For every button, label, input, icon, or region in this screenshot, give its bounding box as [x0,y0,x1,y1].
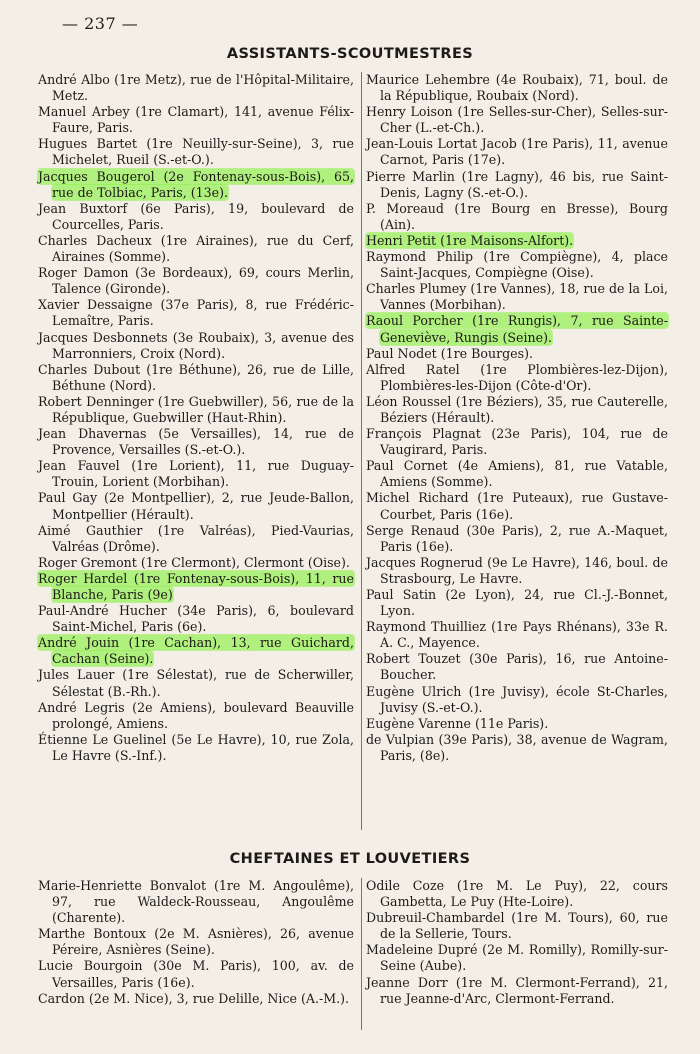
directory-entry [38,700,354,732]
directory-entry [38,458,354,490]
section-2-left-column [38,878,354,1007]
section-2-right-column [366,878,668,1007]
entry-text: François Plagnat (23e Paris), 104, rue de Vaugirard, Paris. [366,426,668,458]
directory-entry [38,394,354,426]
directory-entry [366,169,668,201]
entry-text: Maurice Lehembre (4e Roubaix), 71, boul. de la République, Roubaix (Nord). [366,72,668,104]
entry-text: Paul Cornet (4e Amiens), 81, rue Vatable, Amiens (Somme). [366,458,668,490]
directory-entry [366,104,668,136]
directory-entry [366,249,668,281]
directory-entry [366,201,668,233]
directory-entry [38,362,354,394]
entry-text: Jules Lauer (1re Sélestat), rue de Scherwiller, Sélestat (B.-Rh.). [38,667,354,699]
directory-entry [38,104,354,136]
directory-entry [366,910,668,942]
entry-text: Henry Loison (1re Selles-sur-Cher), Selles-sur-Cher (L.-et-Ch.). [366,104,668,136]
entry-text: Charles Dubout (1re Béthune), 26, rue de Lille, Béthune (Nord). [38,361,354,393]
entry-text: Pierre Marlin (1re Lagny), 46 bis, rue Saint-Denis, Lagny (S.-et-O.). [366,168,668,200]
directory-entry [38,297,354,329]
directory-entry [366,362,668,394]
entry-text: Alfred Ratel (1re Plombières-lez-Dijon), Plombières-les-Dijon (Côte-d'Or). [366,361,668,393]
entry-text: Cardon (2e M. Nice), 3, rue Delille, Nice (A.-M.). [38,990,350,1006]
entry-text: Raymond Philip (1re Compiègne), 4, place Saint-Jacques, Compiègne (Oise). [366,249,668,281]
column-divider [361,72,362,830]
entry-text: Roger Damon (3e Bordeaux), 69, cours Merlin, Talence (Gironde). [38,265,354,297]
directory-entry [366,716,668,732]
entry-text: Roger Gremont (1re Clermont), Clermont (Oise). [38,554,350,570]
directory-entry [38,878,354,926]
directory-entry [366,587,668,619]
entry-text: Marie-Henriette Bonvalot (1re M. Angoulême), 97, rue Waldeck-Rousseau, Angoulême (Charente). [38,878,354,926]
entry-text: Jacques Desbonnets (3e Roubaix), 3, avenue des Marronniers, Croix (Nord). [38,329,354,361]
entry-text: Léon Roussel (1re Béziers), 35, rue Cauterelle, Béziers (Hérault). [366,393,668,425]
page-number: — 237 — [62,14,139,33]
entry-text: Jeanne Dorr (1re M. Clermont-Ferrand), 21, rue Jeanne-d'Arc, Clermont-Ferrand. [366,974,668,1006]
directory-entry [366,619,668,651]
directory-entry [366,732,668,764]
directory-entry [38,603,354,635]
directory-entry [366,426,668,458]
entry-text: Charles Dacheux (1re Airaines), rue du Cerf, Airaines (Somme). [38,232,354,265]
entry-text: Étienne Le Guelinel (5e Le Havre), 10, rue Zola, Le Havre (S.-Inf.). [38,731,354,763]
directory-entry [38,667,354,699]
highlighted-entry-text: Jacques Bougerol (2e Fontenay-sous-Bois), 65, rue de Tolbiac, Paris, (13e). [38,168,354,200]
entry-text: Eugène Varenne (11e Paris). [366,715,549,731]
directory-entry [366,975,668,1007]
directory-entry [366,136,668,168]
section-title-assistants: ASSISTANTS-SCOUTMESTRES [226,46,474,62]
directory-entry [366,313,668,345]
directory-entry [38,330,354,362]
entry-text: P. Moreaud (1re Bourg en Bresse), Bourg (Ain). [366,200,668,232]
entry-text: de Vulpian (39e Paris), 38, avenue de Wagram, Paris, (8e). [366,731,668,763]
directory-entry [366,684,668,716]
directory-entry [38,233,354,265]
section-1-left-column [38,72,354,764]
directory-entry [38,72,354,104]
section-title-cheftaines: CHEFTAINES ET LOUVETIERS [229,851,471,867]
highlighted-entry-text: Roger Hardel (1re Fontenay-sous-Bois), 11, rue Blanche, Paris (9e) [38,570,354,602]
entry-text: Odile Coze (1re M. Le Puy), 22, cours Gambetta, Le Puy (Hte-Loire). [366,878,668,910]
directory-entry [366,651,668,683]
directory-entry [366,878,668,910]
directory-entry [38,555,354,571]
directory-entry [38,991,354,1007]
entry-text: Marthe Bontoux (2e M. Asnières), 26, avenue Péreire, Asnières (Seine). [38,926,354,958]
directory-entry [366,281,668,313]
directory-entry [38,265,354,297]
entry-text: Jacques Rognerud (9e Le Havre), 146, boul. de Strasbourg, Le Havre. [366,554,668,586]
entry-text: Jean Dhavernas (5e Versailles), 14, rue de Provence, Versailles (S.-et-O.). [38,426,354,458]
entry-text: Paul Satin (2e Lyon), 24, rue Cl.-J.-Bonnet, Lyon. [366,587,668,619]
entry-text: Eugène Ulrich (1re Juvisy), école St-Charles, Juvisy (S.-et-O.). [366,683,668,715]
entry-text: Xavier Dessaigne (37e Paris), 8, rue Frédéric-Lemaître, Paris. [38,297,354,329]
directory-entry [38,136,354,168]
entry-text: Raymond Thuilliez (1re Pays Rhénans), 33e R. A. C., Mayence. [366,619,668,651]
entry-text: Paul-André Hucher (34e Paris), 6, boulevard Saint-Michel, Paris (6e). [38,603,354,635]
entry-text: Robert Touzet (30e Paris), 16, rue Antoine-Boucher. [366,651,668,683]
directory-entry [366,458,668,490]
entry-text: Michel Richard (1re Puteaux), rue Gustave-Courbet, Paris (16e). [366,490,668,522]
directory-entry [366,233,668,249]
entry-text: Jean Fauvel (1re Lorient), 11, rue Duguay-Trouin, Lorient (Morbihan). [38,458,354,490]
directory-entry [366,72,668,104]
entry-text: Dubreuil-Chambardel (1re M. Tours), 60, rue de la Sellerie, Tours. [366,910,668,942]
directory-entry [38,571,354,603]
entry-text: Serge Renaud (30e Paris), 2, rue A.-Maquet, Paris (16e). [366,522,668,554]
directory-entry [38,201,354,233]
entry-text: Manuel Arbey (1re Clamart), 141, avenue Félix-Faure, Paris. [38,104,354,136]
section-1-right-column [366,72,668,764]
entry-text: Madeleine Dupré (2e M. Romilly), Romilly-sur-Seine (Aube). [366,942,668,974]
column-divider [361,878,362,1030]
directory-entry [38,635,354,667]
entry-text: Lucie Bourgoin (30e M. Paris), 100, av. de Versailles, Paris (16e). [38,958,354,990]
entry-text: Jean-Louis Lortat Jacob (1re Paris), 11, avenue Carnot, Paris (17e). [366,136,668,168]
directory-entry [38,169,354,201]
directory-entry [38,732,354,764]
entry-text: Paul Nodet (1re Bourges). [366,345,534,361]
directory-entry [38,523,354,555]
entry-text: Charles Plumey (1re Vannes), 18, rue de la Loi, Vannes (Morbihan). [366,281,668,313]
entry-text: Paul Gay (2e Montpellier), 2, rue Jeude-Ballon, Montpellier (Hérault). [38,490,354,522]
directory-entry [38,490,354,522]
directory-entry [366,942,668,974]
directory-entry [38,958,354,990]
entry-text: André Legris (2e Amiens), boulevard Beauville prolongé, Amiens. [38,699,354,731]
directory-entry [366,394,668,426]
highlighted-entry-text: Raoul Porcher (1re Rungis), 7, rue Sainte-Geneviève, Rungis (Seine). [366,313,668,345]
directory-entry [366,555,668,587]
directory-entry [366,346,668,362]
directory-entry [366,523,668,555]
directory-entry [38,926,354,958]
highlighted-entry-text: Henri Petit (1re Maisons-Alfort). [366,232,574,248]
entry-text: Aimé Gauthier (1re Valréas), Pied-Vaurias, Valréas (Drôme). [38,522,354,554]
directory-entry [366,490,668,522]
entry-text: Jean Buxtorf (6e Paris), 19, boulevard de Courcelles, Paris. [38,200,354,232]
highlighted-entry-text: André Jouin (1re Cachan), 13, rue Guichard, Cachan (Seine). [38,635,354,667]
entry-text: Robert Denninger (1re Guebwiller), 56, rue de la République, Guebwiller (Haut-Rhin). [38,393,354,425]
entry-text: Hugues Bartet (1re Neuilly-sur-Seine), 3, rue Michelet, Rueil (S.-et-O.). [38,136,354,168]
directory-entry [38,426,354,458]
entry-text: André Albo (1re Metz), rue de l'Hôpital-Militaire, Metz. [38,72,354,104]
